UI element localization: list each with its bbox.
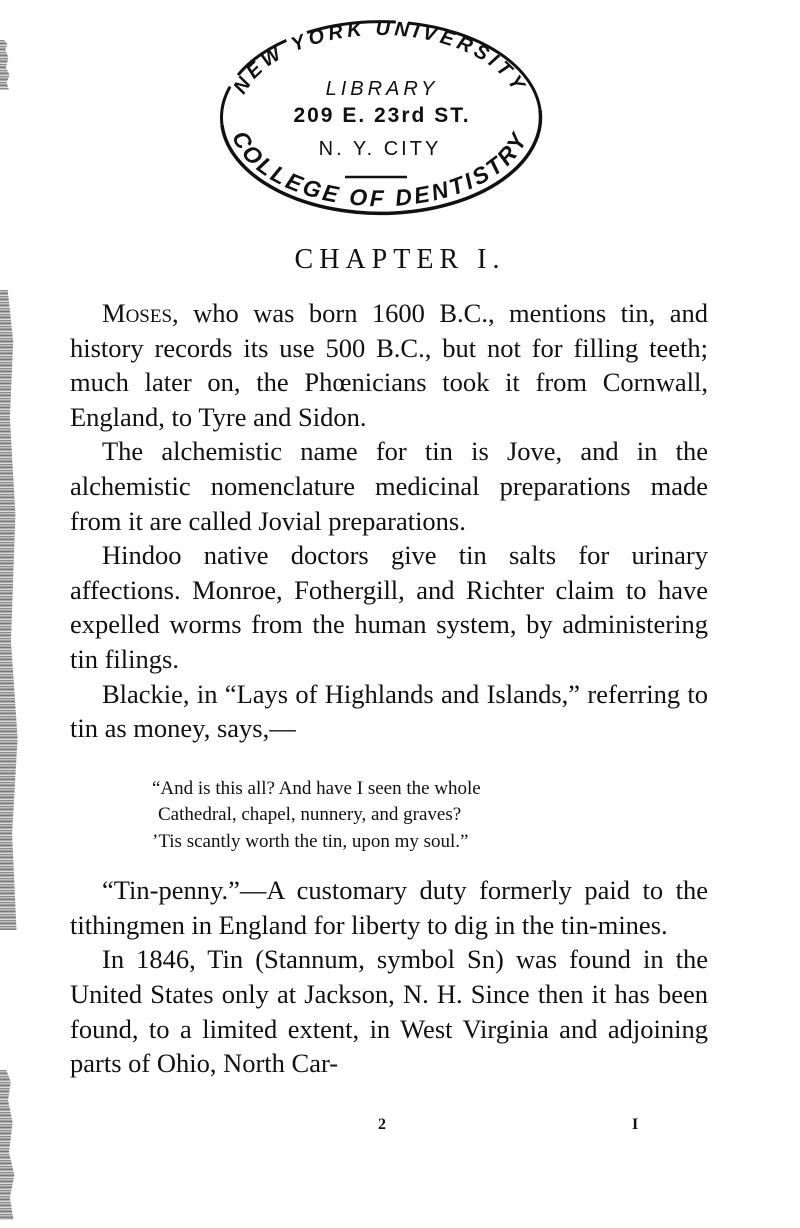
- paragraph-5: “Tin-penny.”—A customary duty formerly paid to the tithingmen in England for liberty to dig in the tin-mines.: [70, 875, 708, 940]
- stamp-city-text: N. Y. CITY: [318, 138, 442, 160]
- stamp-address-text: 209 E. 23rd ST.: [293, 104, 471, 127]
- library-stamp: [210, 15, 550, 230]
- library-stamp-graphic: [210, 15, 550, 230]
- paragraph-2: The alchemistic name for tin is Jove, and in the alchemistic nomenclature medicinal preparations made from it are called Jovial preparations.: [70, 436, 708, 536]
- paragraph-1-lead: Moses: [102, 298, 173, 328]
- chapter-heading: CHAPTER I.: [294, 244, 506, 275]
- page-number: I: [632, 1116, 639, 1133]
- verse-line-3: ’Tis scantly worth the tin, upon my soul.”: [152, 830, 469, 852]
- signature-mark: 2: [378, 1116, 386, 1133]
- paragraph-6: In 1846, Tin (Stannum, symbol Sn) was found in the United States only at Jackson, N. H. Since then it has been found, to a limited extent, in West Virginia and adjoining parts of Ohio, North Car-: [70, 944, 708, 1079]
- paragraph-4: Blackie, in “Lays of Highlands and Islands,” referring to tin as money, says,—: [70, 678, 708, 744]
- verse-quote: [152, 776, 708, 856]
- scan-edge-noise: [0, 290, 22, 930]
- verse-line-1: “And is this all? And have I seen the whole: [152, 777, 481, 799]
- verse-line-2: Cathedral, chapel, nunnery, and graves?: [158, 804, 462, 826]
- stamp-bottom-arc-text: COLLEGE OF DENTISTRY: [227, 126, 533, 212]
- paragraph-1: [70, 296, 708, 434]
- scan-edge-noise-lower: [0, 1070, 18, 1220]
- stamp-library-text: LIBRARY: [325, 78, 439, 100]
- scan-edge-noise-top: [0, 40, 12, 90]
- paragraph-3: Hindoo native doctors give tin salts for urinary affections. Monroe, Fothergill, and Richter claim to have expelled worms from the human system, by administering tin filings.: [70, 540, 708, 674]
- body-text: [70, 296, 708, 1081]
- paragraph-1-text: , who was born 1600 B.C., mentions tin, and history records its use 500 B.C., but not for filling teeth; much later on, the Phœnicians took it from Cornwall, England, to Tyre and Sidon.: [70, 298, 708, 432]
- stamp-top-arc-text: NEW YORK UNIVERSITY: [229, 17, 531, 98]
